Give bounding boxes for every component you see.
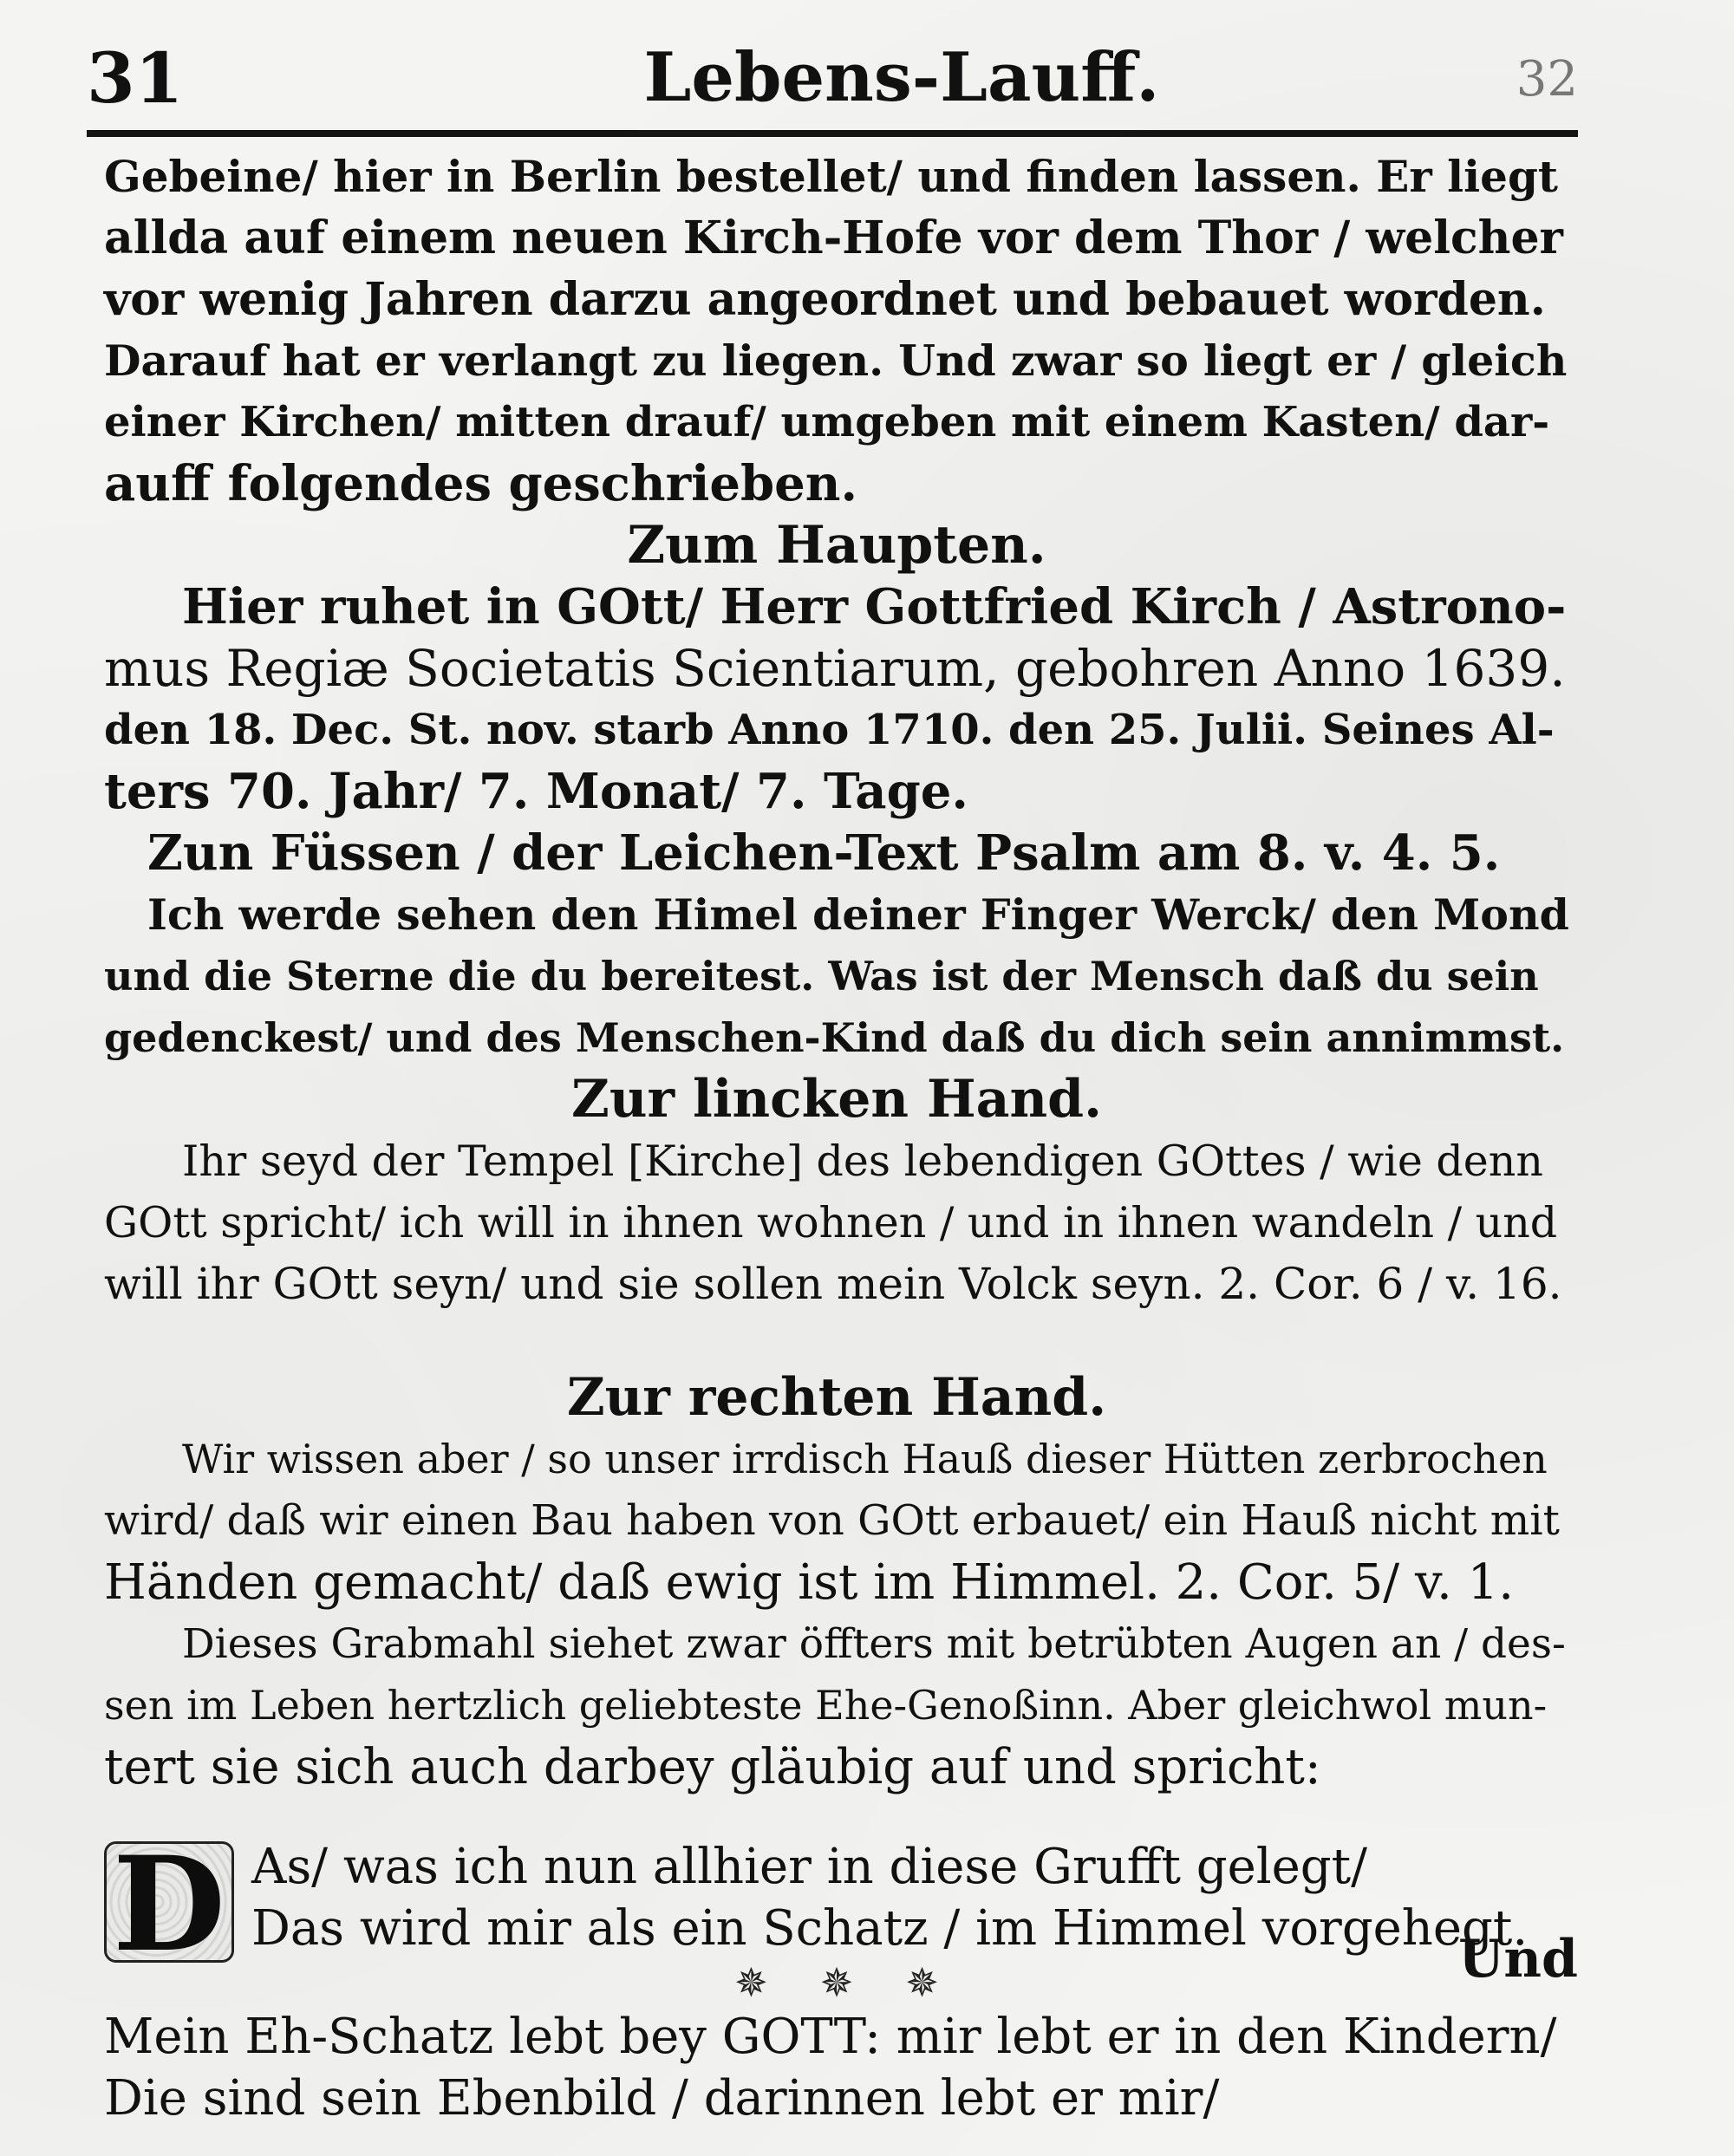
ornamental-initial: D: [104, 1841, 234, 1963]
corner-mark: 32: [1516, 51, 1578, 107]
text-line: Hier ruhet in GOtt/ Herr Gottfried Kirch / Astrono-: [182, 578, 1567, 635]
section-heading-head: Zum Haupten.: [627, 515, 1046, 576]
text-line: Händen gemacht/ daß ewig ist im Himmel. 2. Cor. 5/ v. 1.: [104, 1554, 1514, 1611]
text-line: einer Kirchen/ mitten drauf/ umgeben mit einem Kasten/ dar-: [104, 398, 1550, 446]
text-line: gedenckest/ und des Menschen-Kind daß du dich sein annimmst.: [104, 1014, 1565, 1061]
text-line: Dieses Grabmahl siehet zwar öffters mit betrübten Augen an / des-: [182, 1620, 1566, 1668]
text-line: will ihr GOtt seyn/ und sie sollen mein Volck seyn. 2. Cor. 6 / v. 16.: [104, 1259, 1562, 1309]
section-heading-right-hand: Zur rechten Hand.: [566, 1367, 1107, 1428]
verse-line: Das wird mir als ein Schatz / im Himmel vorgehegt.: [251, 1900, 1529, 1957]
text-line: auff folgendes geschrieben.: [104, 455, 858, 512]
page-header: [87, 26, 1578, 130]
verse-line: Die sind sein Ebenbild / darinnen lebt er mir/: [104, 2070, 1220, 2127]
text-line: Ihr seyd der Tempel [Kirche] des lebendigen GOttes / wie denn: [182, 1137, 1543, 1186]
text-line: allda auf einem neuen Kirch-Hofe vor dem Thor / welcher: [104, 212, 1563, 264]
text-line: Darauf hat er verlangt zu liegen. Und zwar so liegt er / gleich: [104, 335, 1568, 386]
header-rule: [87, 130, 1578, 137]
text-line: sen im Leben hertzlich geliebteste Ehe-Genoßinn. Aber gleichwol mun-: [104, 1682, 1548, 1729]
text-line: Gebeine/ hier in Berlin bestellet/ und finden lassen. Er liegt: [104, 151, 1559, 202]
text-line: GOtt spricht/ ich will in ihnen wohnen / und in ihnen wandeln / und: [104, 1198, 1558, 1247]
text-line: tert sie sich auch darbey gläubig auf und spricht:: [104, 1739, 1321, 1795]
text-line: mus Regiæ Societatis Scientiarum, gebohren Anno 1639.: [104, 639, 1566, 698]
text-line: den 18. Dec. St. nov. starb Anno 1710. den 25. Julii. Seines Al-: [104, 706, 1555, 754]
spacer: [104, 1798, 1569, 1836]
spacer: [104, 1315, 1569, 1367]
verse-line: As/ was ich nun allhier in diese Grufft gelegt/: [251, 1839, 1368, 1895]
verse-line: Mein Eh-Schatz lebt bey GOTT: mir lebt er in den Kindern/: [104, 2009, 1557, 2065]
text-line: und die Sterne die du bereitest. Was ist der Mensch daß du sein: [104, 953, 1539, 1000]
text-line: Ich werde sehen den Himel deiner Finger Werck/ den Mond: [147, 889, 1569, 940]
ornament-row: ✵✵✵: [734, 1959, 991, 2006]
page-number: 31: [87, 37, 184, 119]
text-line: ters 70. Jahr/ 7. Monat/ 7. Tage.: [104, 763, 968, 820]
text-line: wird/ daß wir einen Bau haben von GOtt erbauet/ ein Hauß nicht mit: [104, 1496, 1560, 1545]
section-heading-left-hand: Zur lincken Hand.: [571, 1069, 1102, 1130]
text-line: Wir wissen aber / so unser irrdisch Hauß dieser Hütten zerbrochen: [182, 1436, 1548, 1482]
body-text: [104, 146, 1569, 2129]
catchword: Und: [1458, 1929, 1578, 1990]
text-line: vor wenig Jahren darzu angeordnet und bebauet worden.: [104, 273, 1546, 326]
section-heading-feet: Zun Füssen / der Leichen-Text Psalm am 8. v. 4. 5.: [147, 824, 1501, 882]
running-title: Lebens-Lauff.: [643, 38, 1160, 117]
